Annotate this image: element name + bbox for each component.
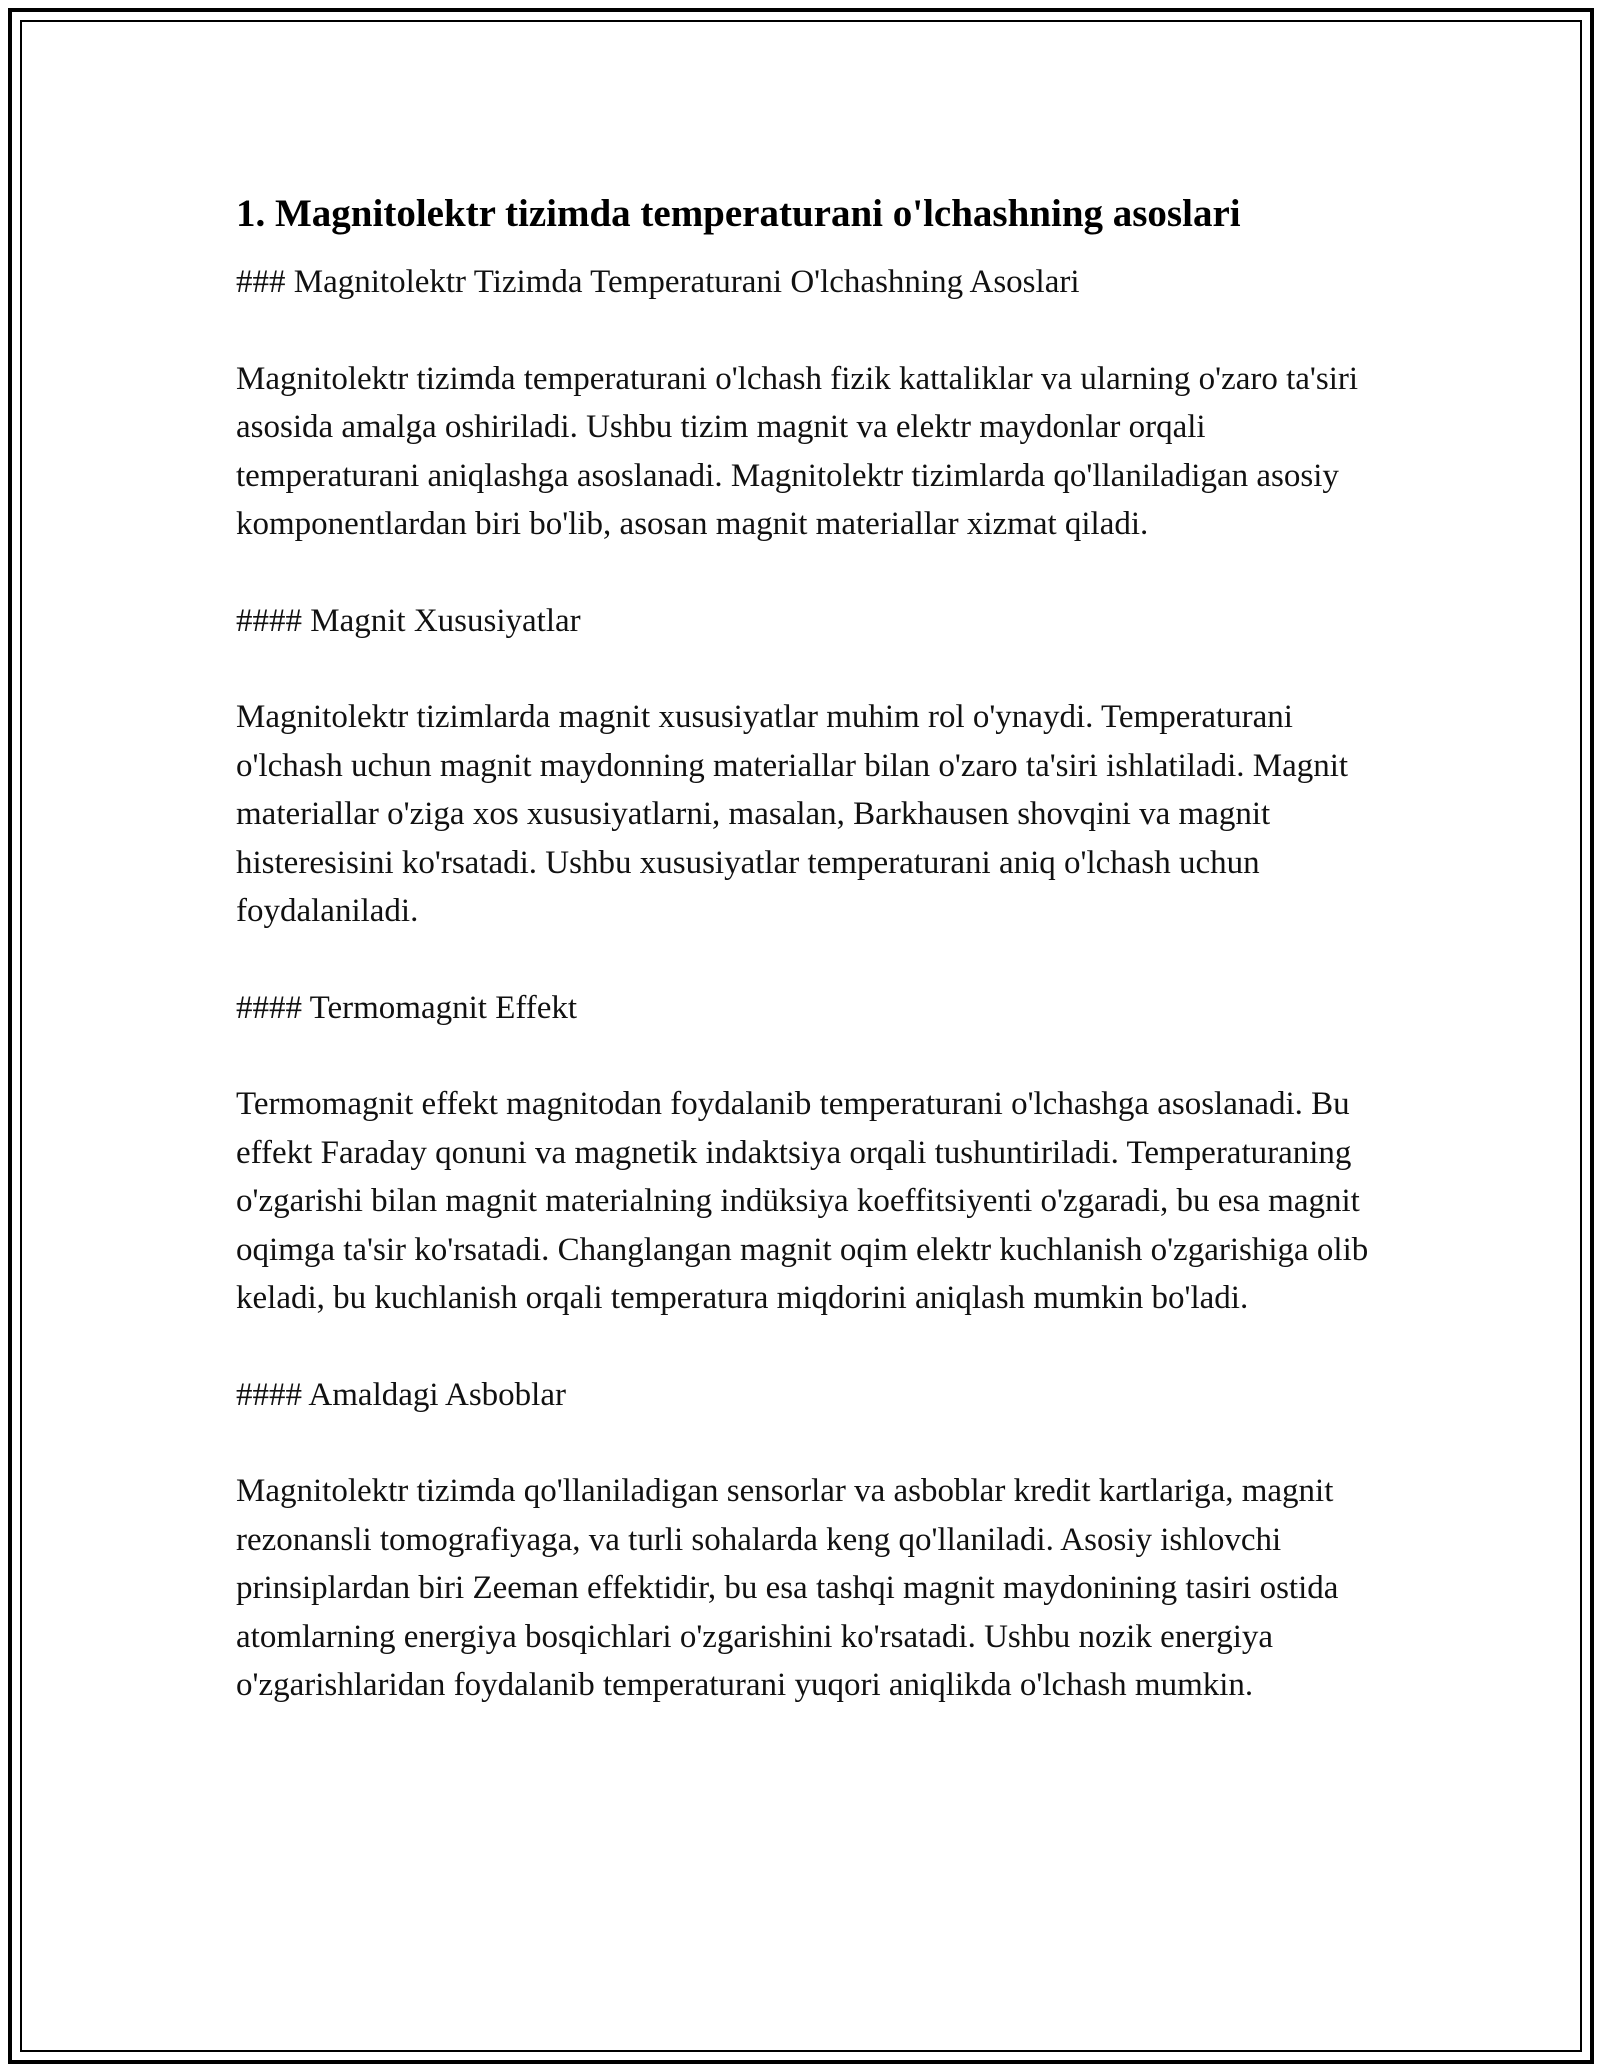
paragraph-practical-instruments: Magnitolektr tizimda qo'llaniladigan sensorlar va asboblar kredit kartlariga, magnit rezonansli tomografiyaga, va turli sohalarda keng qo'llaniladi. Asosiy ishlovchi prinsiplardan biri Zeeman effektidir, bu esa tashqi magnit maydonining tasiri ostida atomlarning energiya bosqichlari o'zgarishini ko'rsatadi. Ushbu nozik energiya o'zgarishlaridan foydalanib temperaturani yuqori aniqlikda o'lchash mumkin.	[236, 1473, 1339, 1703]
document-title: 1. Magnitolektr tizimda temperaturani o'lchashning asoslari	[236, 192, 1241, 235]
document-body	[236, 186, 1376, 1758]
paragraph-intro: Magnitolektr tizimda temperaturani o'lchash fizik kattaliklar va ularning o'zaro ta'siri asosida amalga oshiriladi. Ushbu tizim magnit va elektr maydonlar orqali temperaturani aniqlashga asoslanadi. Magnitolektr tizimlarda qo'llaniladigan asosiy komponentlardan biri bo'lib, asosan magnit materiallar xizmat qiladi.	[236, 360, 1359, 542]
section-heading-main: ### Magnitolektr Tizimda Temperaturani O'lchashning Asoslari	[236, 264, 1080, 300]
section-heading-thermomagnetic-effect: #### Termomagnit Effekt	[236, 989, 578, 1026]
paragraph-thermomagnetic-effect: Termomagnit effekt magnitodan foydalanib temperaturani o'lchashga asoslanadi. Bu effekt Faraday qonuni va magnetik indaktsiya orqali tushuntiriladi. Temperaturaning o'zgarishi bilan magnit materialning indüksiya koeffitsiyenti o'zgaradi, bu esa magnit oqimga ta'sir ko'rsatadi. Changlangan magnit oqim elektr kuchlanish o'zgarishiga olib keladi, bu kuchlanish orqali temperatura miqdorini aniqlash mumkin bo'ladi.	[236, 1086, 1369, 1316]
section-heading-magnetic-properties: #### Magnit Xususiyatlar	[236, 602, 581, 639]
section-heading-practical-instruments: #### Amaldagi Asboblar	[236, 1376, 566, 1413]
paragraph-magnetic-properties: Magnitolektr tizimlarda magnit xususiyatlar muhim rol o'ynaydi. Temperaturani o'lchash uchun magnit maydonning materiallar bilan o'zaro ta'siri ishlatiladi. Magnit materiallar o'ziga xos xususiyatlarni, masalan, Barkhausen shovqini va magnit histeresisini ko'rsatadi. Ushbu xususiyatlar temperaturani aniq o'lchash uchun foydalaniladi.	[236, 699, 1349, 929]
